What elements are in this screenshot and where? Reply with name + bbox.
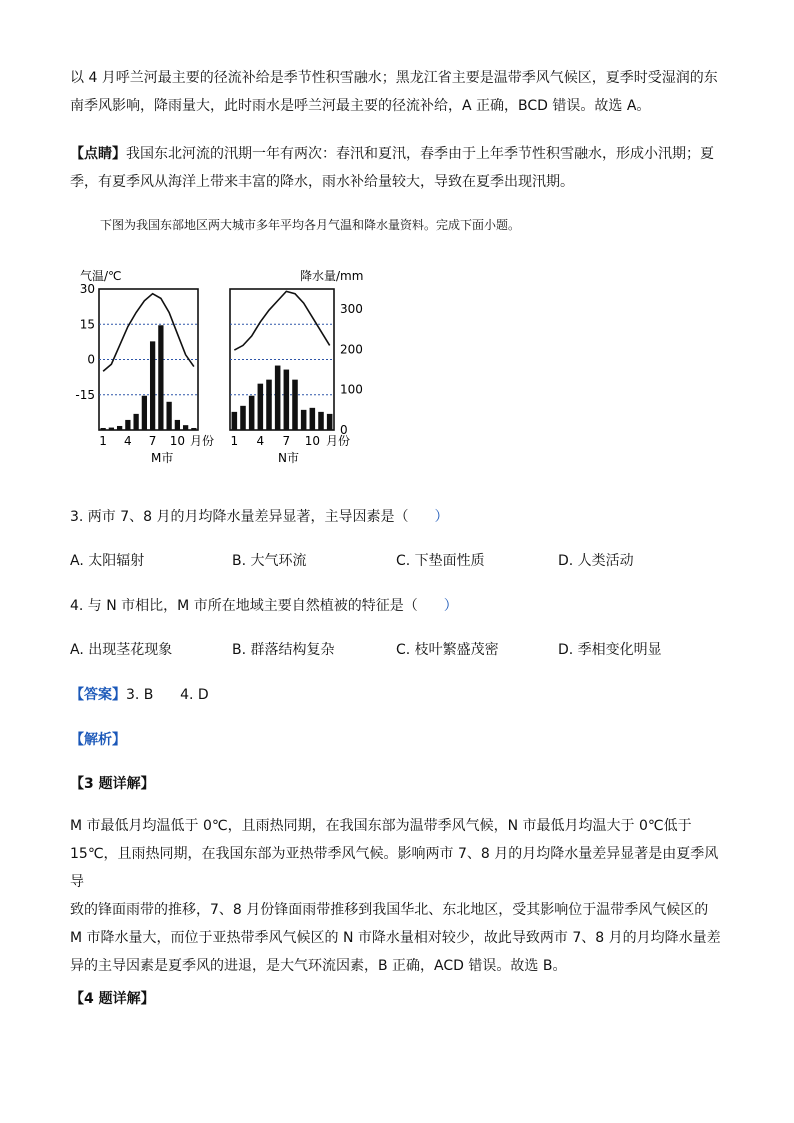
figure-intro: 下图为我国东部地区两大城市多年平均各月气温和降水量资料。完成下面小题。 bbox=[100, 218, 521, 232]
m-city-name: M市 bbox=[151, 451, 174, 465]
m-precip-bar bbox=[158, 325, 163, 430]
n-precip-axis-label: 降水量/mm bbox=[300, 269, 364, 283]
n-precip-bar bbox=[301, 410, 307, 430]
m-precip-bar bbox=[100, 428, 105, 430]
n-bars bbox=[232, 366, 333, 430]
n-precip-bar bbox=[318, 412, 324, 430]
n-precip-bar bbox=[240, 406, 246, 430]
n-x-unit: 月份 bbox=[326, 434, 351, 448]
n-precip-tick-label: 0 bbox=[340, 423, 348, 437]
m-precip-bar bbox=[133, 414, 138, 430]
m-precip-bar bbox=[175, 420, 180, 430]
analysis-tag: 【解析】 bbox=[70, 732, 126, 748]
answer-text: 3. B 4. D bbox=[126, 687, 209, 703]
m-x-tick-label: 4 bbox=[124, 434, 132, 448]
m-x-unit: 月份 bbox=[190, 434, 215, 448]
n-precip-bar bbox=[292, 380, 298, 430]
m-precip-bar bbox=[117, 426, 122, 430]
n-precip-tick-label: 200 bbox=[340, 342, 363, 357]
m-temp-tick-label: 0 bbox=[87, 352, 95, 367]
m-x-tick-label: 7 bbox=[148, 434, 157, 448]
m-x-tick-label: 1 bbox=[99, 434, 107, 448]
option-a[interactable]: A. 太阳辐射 bbox=[70, 553, 145, 569]
detail-4-tag: 【4 题详解】 bbox=[70, 991, 155, 1007]
m-temp-tick-label: -15 bbox=[75, 387, 95, 402]
n-precip-bar bbox=[232, 412, 238, 430]
n-precip-bar bbox=[275, 366, 281, 430]
m-temp-axis-label: 气温/℃ bbox=[80, 269, 122, 283]
m-temp-tick-label: 15 bbox=[79, 317, 95, 332]
m-temp-ticks bbox=[75, 282, 95, 402]
m-precip-bar bbox=[142, 396, 147, 430]
option-b[interactable]: B. 群落结构复杂 bbox=[232, 642, 335, 658]
n-x-ticks bbox=[231, 434, 320, 448]
n-x-tick-label: 7 bbox=[282, 434, 291, 448]
option-d[interactable]: D. 人类活动 bbox=[558, 553, 634, 569]
answer-bracket: ） bbox=[443, 598, 458, 614]
m-precip-bar bbox=[191, 428, 196, 430]
option-c[interactable]: C. 下垫面性质 bbox=[396, 553, 485, 569]
m-bars bbox=[100, 325, 196, 430]
n-precip-bar bbox=[249, 396, 255, 430]
climate-charts bbox=[75, 258, 378, 468]
n-x-tick-label: 1 bbox=[230, 434, 239, 448]
m-x-tick-label: 10 bbox=[169, 434, 186, 448]
m-temp-tick-label: 30 bbox=[79, 282, 95, 296]
n-precip-bar bbox=[327, 414, 333, 430]
tip-paragraph bbox=[70, 140, 726, 196]
question-3-stem bbox=[70, 506, 449, 526]
n-precip-bar bbox=[258, 384, 264, 430]
option-c[interactable]: C. 枝叶繁盛茂密 bbox=[396, 642, 499, 658]
n-x-tick-label: 10 bbox=[304, 434, 320, 448]
detail-line: M 市最低月均温低于 0℃，且雨热同期，在我国东部为温带季风气候，N 市最低月均温大于 0℃低于 bbox=[70, 818, 692, 834]
paragraph-line: 南季风影响，降雨量大，此时雨水是呼兰河最主要的径流补给，A 正确，BCD 错误。故选 A。 bbox=[70, 98, 651, 114]
m-precip-bar bbox=[150, 341, 155, 430]
question-stem-text: 3. 两市 7、8 月的月均降水量差异显著，主导因素是（ bbox=[70, 509, 409, 525]
option-a[interactable]: A. 出现茎花现象 bbox=[70, 642, 173, 658]
question-4-options bbox=[70, 639, 730, 663]
answer-line bbox=[70, 684, 209, 704]
m-x-ticks bbox=[99, 434, 185, 448]
n-precip-tick-label: 100 bbox=[340, 382, 363, 397]
question-stem-text: 4. 与 N 市相比，M 市所在地域主要自然植被的特征是（ bbox=[70, 598, 418, 614]
question-4-stem bbox=[70, 595, 458, 615]
answer-bracket: ） bbox=[434, 509, 449, 525]
answer-tag: 【答案】 bbox=[70, 687, 126, 703]
detail-line: 异的主导因素是夏季风的进退，是大气环流因素，B 正确，ACD 错误。故选 B。 bbox=[70, 958, 567, 974]
detail-line: 15℃，且雨热同期，在我国东部为亚热带季风气候。影响两市 7、8 月的月均降水量差异显著是由夏季风导 bbox=[70, 846, 719, 890]
answer-paragraph-1 bbox=[70, 64, 726, 120]
n-temperature-line bbox=[234, 291, 329, 350]
n-precip-tick-label: 300 bbox=[340, 302, 363, 317]
tip-tag: 【点睛】 bbox=[70, 146, 126, 162]
n-city-name: N市 bbox=[278, 451, 299, 465]
paragraph-line: 以 4 月呼兰河最主要的径流补给是季节性积雪融水；黑龙江省主要是温带季风气候区，夏季时受湿润的东 bbox=[70, 70, 718, 86]
n-precip-bar bbox=[266, 380, 272, 430]
detail-3-body bbox=[70, 812, 726, 980]
n-precip-ticks bbox=[340, 302, 363, 437]
tip-text: 我国东北河流的汛期一年有两次：春汛和夏汛，春季由于上年季节性积雪融水，形成小汛期；夏 bbox=[126, 146, 714, 162]
n-x-tick-label: 4 bbox=[256, 434, 265, 448]
tip-text: 季，有夏季风从海洋上带来丰富的降水，雨水补给量较大，导致在夏季出现汛期。 bbox=[70, 174, 574, 190]
detail-3-tag: 【3 题详解】 bbox=[70, 776, 155, 792]
detail-line: 致的锋面雨带的推移，7、8 月份锋面雨带推移到我国华北、东北地区，受其影响位于温带季风气候区的 bbox=[70, 902, 709, 918]
m-precip-bar bbox=[109, 428, 114, 430]
m-precip-bar bbox=[183, 425, 188, 430]
option-b[interactable]: B. 大气环流 bbox=[232, 553, 307, 569]
question-3-options bbox=[70, 550, 730, 574]
n-grid bbox=[230, 324, 334, 395]
m-precip-bar bbox=[166, 402, 171, 430]
n-precip-bar bbox=[310, 408, 316, 430]
detail-line: M 市降水量大，而位于亚热带季风气候区的 N 市降水量相对较少，故此导致两市 7、8 月的月均降水量差 bbox=[70, 930, 721, 946]
m-precip-bar bbox=[125, 420, 130, 430]
n-precip-bar bbox=[284, 370, 290, 430]
option-d[interactable]: D. 季相变化明显 bbox=[558, 642, 662, 658]
